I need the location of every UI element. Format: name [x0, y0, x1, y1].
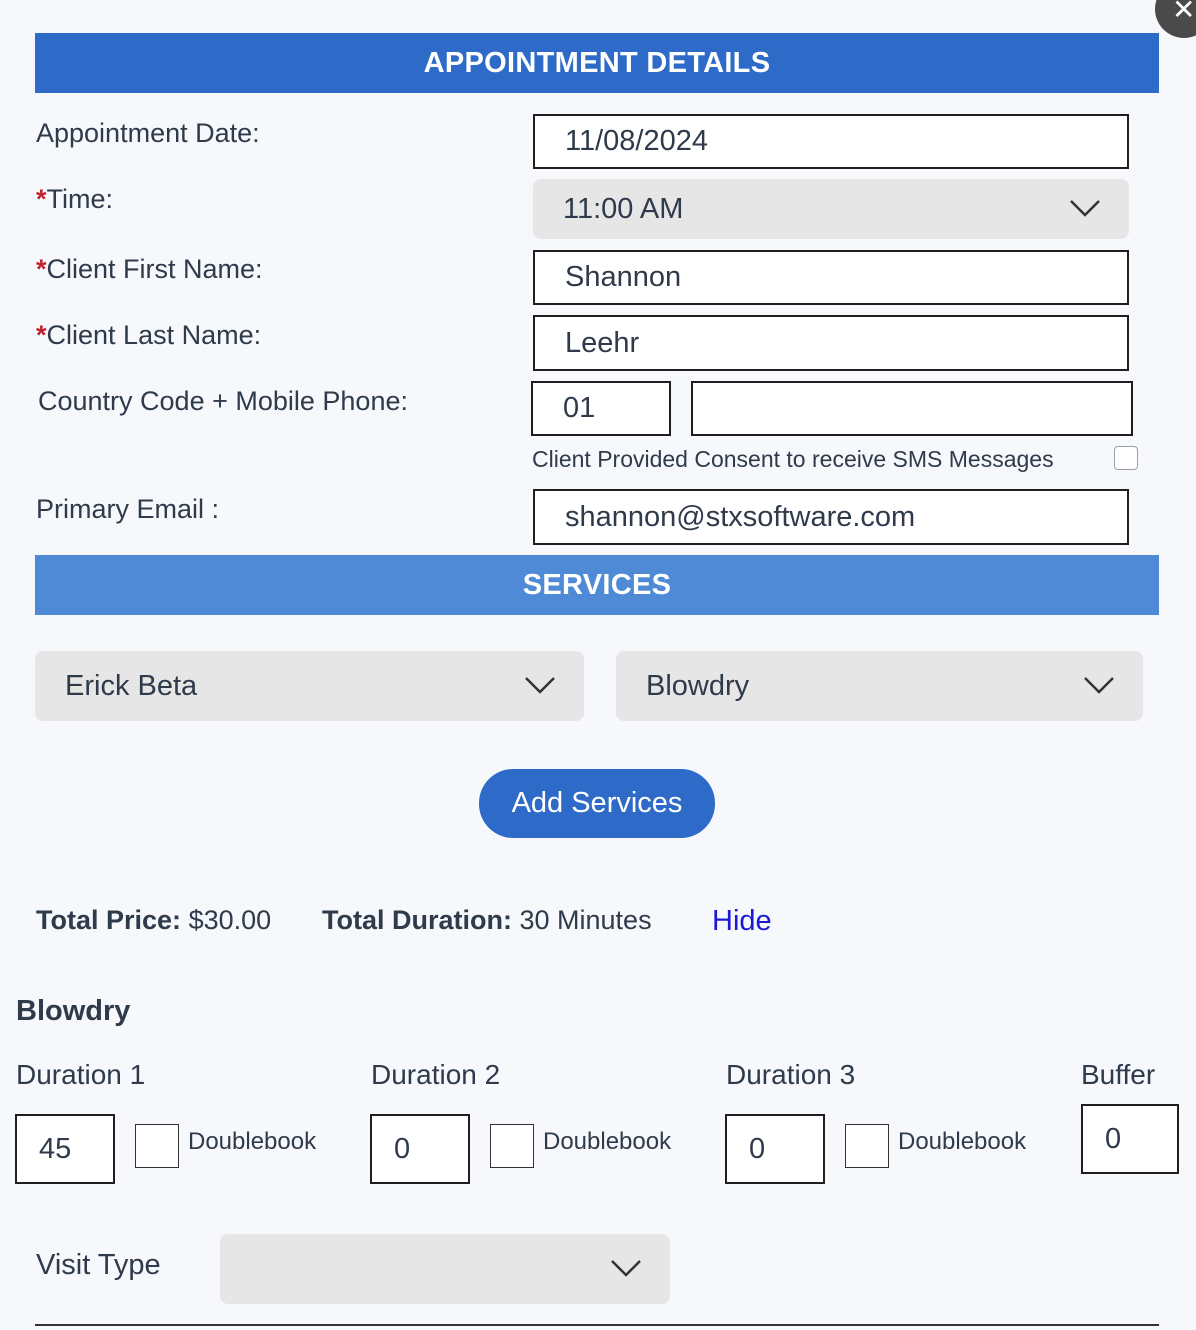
time-select[interactable]	[533, 179, 1129, 239]
mobile-phone-input[interactable]	[691, 381, 1133, 436]
total-price	[36, 905, 271, 936]
service-select-value: Blowdry	[646, 669, 750, 702]
last-name-label	[36, 320, 261, 351]
duration-2-input[interactable]: 0	[370, 1114, 470, 1184]
appointment-details-header: APPOINTMENT DETAILS	[35, 33, 1159, 93]
required-marker: *	[36, 320, 47, 350]
duration-1-label: Duration 1	[16, 1059, 146, 1090]
time-label-text: Time:	[46, 184, 114, 214]
last-name-input[interactable]: Leehr	[533, 315, 1129, 371]
visit-type-label: Visit Type	[36, 1249, 161, 1281]
close-button[interactable]	[1155, 0, 1196, 38]
appointment-date-label: Appointment Date:	[36, 118, 260, 148]
total-price-value: $30.00	[188, 905, 272, 935]
duration-2-label: Duration 2	[371, 1059, 501, 1090]
service-detail-title: Blowdry	[16, 995, 131, 1027]
duration-1-input[interactable]: 45	[15, 1114, 115, 1184]
first-name-label	[36, 254, 263, 285]
total-price-label: Total Price:	[36, 905, 182, 935]
last-name-label-text: Client Last Name:	[46, 320, 262, 350]
time-select-value: 11:00 AM	[563, 192, 684, 225]
duration-2-doublebook-checkbox[interactable]	[490, 1124, 534, 1168]
buffer-label: Buffer	[1081, 1059, 1156, 1090]
time-label	[36, 184, 113, 215]
duration-1-doublebook-label: Doublebook	[188, 1128, 317, 1155]
primary-email-label: Primary Email :	[36, 494, 220, 524]
hide-link[interactable]: Hide	[712, 905, 772, 937]
total-duration-value: 30 Minutes	[519, 905, 652, 935]
add-services-button[interactable]: Add Services	[479, 769, 715, 838]
services-header: SERVICES	[35, 555, 1159, 615]
duration-3-doublebook-label: Doublebook	[898, 1128, 1027, 1155]
duration-3-label: Duration 3	[726, 1059, 856, 1090]
phone-label: Country Code + Mobile Phone:	[38, 386, 408, 416]
duration-2-doublebook-label: Doublebook	[543, 1128, 672, 1155]
first-name-input[interactable]: Shannon	[533, 250, 1129, 305]
duration-3-doublebook-checkbox[interactable]	[845, 1124, 889, 1168]
required-marker: *	[36, 184, 47, 214]
sms-consent-label: Client Provided Consent to receive SMS Messages	[532, 446, 1054, 472]
notes-input-edge[interactable]	[35, 1324, 1159, 1326]
first-name-label-text: Client First Name:	[46, 254, 263, 284]
close-icon: ✕	[1172, 0, 1196, 25]
chevron-down-icon	[524, 676, 556, 694]
country-code-input[interactable]: 01	[531, 381, 671, 436]
chevron-down-icon	[1069, 199, 1101, 217]
total-duration	[322, 905, 652, 936]
staff-select[interactable]	[35, 651, 584, 721]
chevron-down-icon	[1083, 676, 1115, 694]
required-marker: *	[36, 254, 47, 284]
buffer-input[interactable]: 0	[1081, 1104, 1179, 1174]
total-duration-label: Total Duration:	[322, 905, 512, 935]
duration-1-doublebook-checkbox[interactable]	[135, 1124, 179, 1168]
duration-3-input[interactable]: 0	[725, 1114, 825, 1184]
visit-type-select[interactable]	[220, 1234, 670, 1304]
service-select[interactable]	[616, 651, 1143, 721]
staff-select-value: Erick Beta	[65, 669, 198, 702]
sms-consent-checkbox[interactable]	[1114, 446, 1138, 470]
primary-email-input[interactable]: shannon@stxsoftware.com	[533, 489, 1129, 545]
appointment-date-input[interactable]: 11/08/2024	[533, 114, 1129, 169]
chevron-down-icon	[610, 1259, 642, 1277]
